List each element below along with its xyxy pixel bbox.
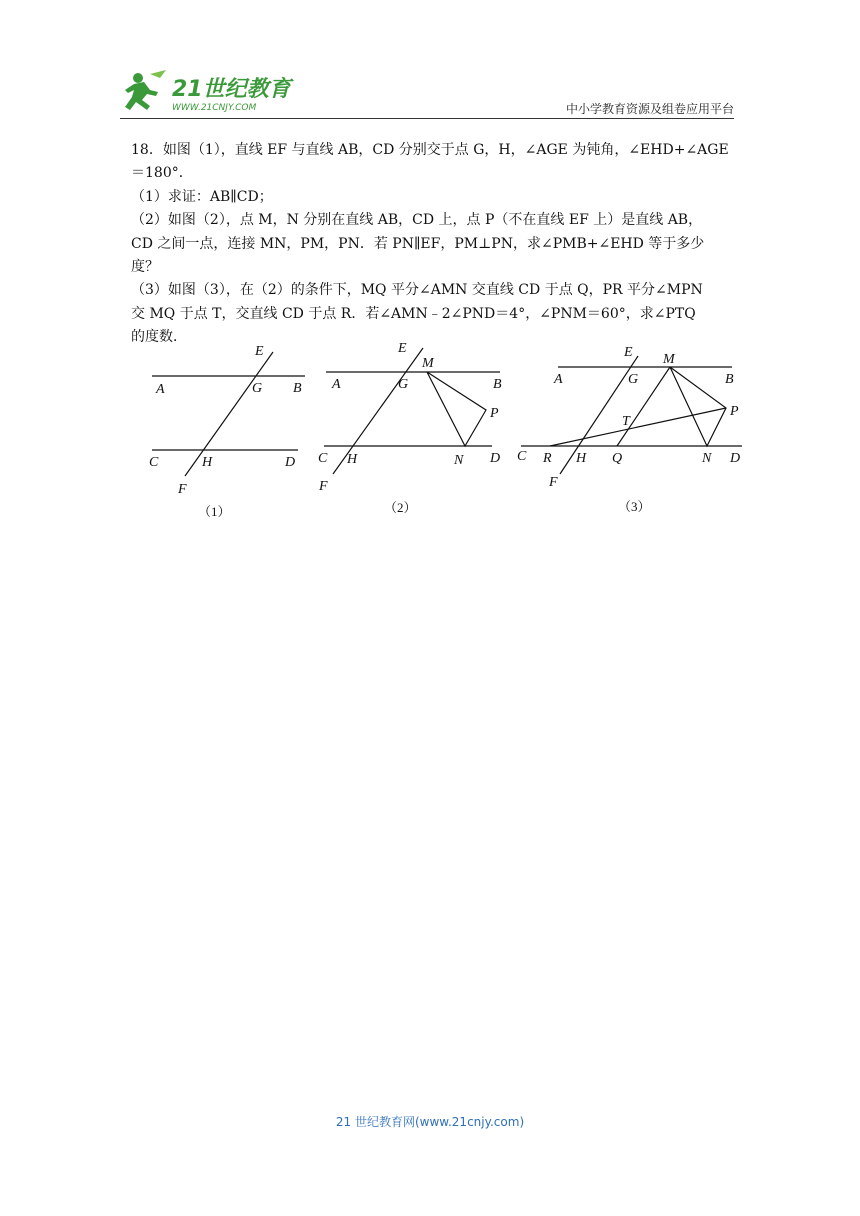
question-line: 度？ [131, 259, 159, 276]
label-e: E [255, 344, 264, 359]
label-g: G [628, 372, 639, 387]
label-a: A [156, 382, 165, 397]
label-d: D [490, 451, 501, 466]
question-18 [131, 139, 741, 350]
label-h: H [576, 451, 587, 466]
question-line: （3）如图（3），在（2）的条件下，MQ 平分∠AMN 交直线 CD 于点 Q，PR 平分∠MPN [131, 282, 703, 299]
label-f: F [549, 475, 558, 490]
question-line: 18．如图（1），直线 EF 与直线 AB，CD 分别交于点 G，H，∠AGE 为钝角，∠EHD+∠AGE [131, 142, 729, 158]
label-n: N [702, 451, 712, 466]
label-e: E [398, 341, 407, 356]
footer-link[interactable]: 21 世纪教育网(www.21cnjy.com) [335, 1115, 525, 1129]
figure-3-caption: （3） [618, 499, 651, 514]
triangle-mpn [427, 372, 486, 446]
label-f: F [178, 482, 187, 497]
runner-icon [125, 70, 166, 110]
label-q: Q [612, 451, 623, 466]
geometry-figures [140, 336, 760, 526]
logo-text: 21世纪教育 [172, 77, 291, 102]
logo [120, 66, 295, 118]
label-c: C [517, 449, 527, 464]
triangle-mpn [670, 367, 726, 446]
figure-2-caption: （2） [384, 500, 417, 515]
line-ef [185, 352, 273, 476]
platform-label: 中小学教育资源及组卷应用平台 [565, 102, 734, 116]
label-b: B [725, 372, 734, 387]
label-p: P [490, 406, 499, 421]
figure-1 [152, 352, 305, 476]
question-line: CD 之间一点，连接 MN，PM，PN．若 PN∥EF，PM⊥PN，求∠PMB+∠EHD 等于多少 [131, 235, 705, 252]
label-m: M [663, 352, 675, 367]
question-line: （1）求证：AB∥CD； [131, 188, 273, 205]
figure-1-caption: （1） [198, 504, 231, 519]
label-r: R [543, 451, 552, 466]
label-m: M [422, 356, 434, 371]
question-line: ＝180°． [131, 165, 193, 182]
label-t: T [622, 414, 630, 429]
label-a: A [554, 372, 563, 387]
figure-1-labels [149, 344, 302, 519]
question-line: 的度数． [131, 329, 187, 346]
line-mq [617, 367, 670, 446]
label-g: G [252, 381, 263, 396]
label-e: E [624, 345, 633, 360]
figures [140, 336, 760, 526]
page-header [120, 66, 734, 120]
label-h: H [202, 455, 213, 470]
label-h: H [347, 452, 358, 467]
label-b: B [493, 377, 502, 392]
label-d: D [730, 451, 741, 466]
label-n: N [454, 453, 464, 468]
label-d: D [285, 455, 296, 470]
label-p: P [730, 404, 739, 419]
header-divider [120, 118, 734, 119]
page-footer [0, 1113, 860, 1130]
label-a: A [332, 377, 341, 392]
label-c: C [318, 451, 328, 466]
logo-url: WWW.21CNJY.COM [172, 103, 257, 113]
label-c: C [149, 455, 159, 470]
label-g: G [398, 377, 409, 392]
label-b: B [293, 381, 302, 396]
question-line: （2）如图（2），点 M，N 分别在直线 AB，CD 上，点 P（不在直线 EF 上）是直线 AB， [131, 212, 703, 229]
label-f: F [319, 479, 328, 494]
question-line: 交 MQ 于点 T，交直线 CD 于点 R．若∠AMN﹣2∠PND＝4°，∠PNM＝60°，求∠PTQ [131, 305, 696, 322]
